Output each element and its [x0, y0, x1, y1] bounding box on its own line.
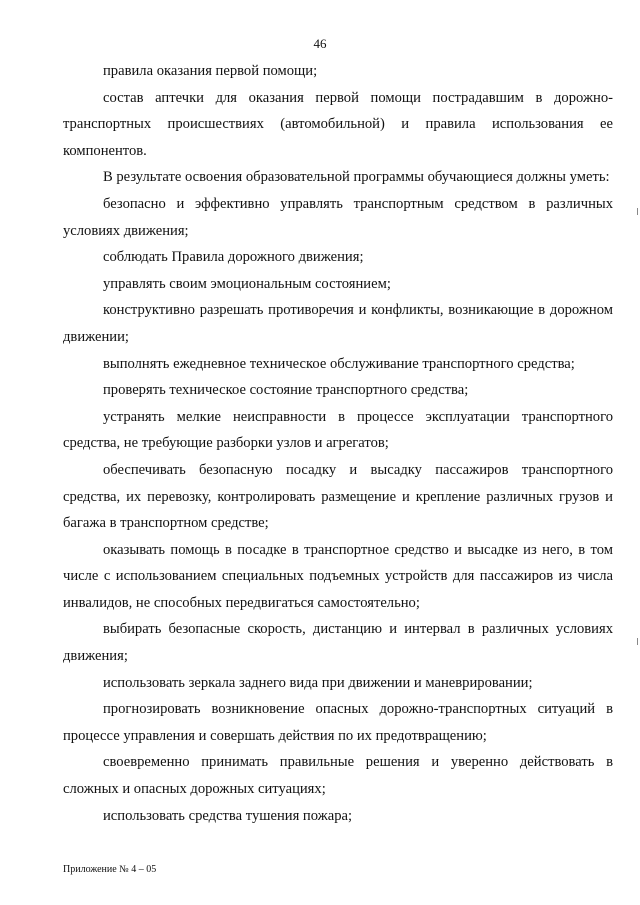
page-footer: Приложение № 4 – 05 [63, 864, 157, 875]
paragraph: безопасно и эффективно управлять транспортным средством в различных условиях движения; [63, 195, 613, 239]
paragraph: В результате освоения образовательной программы обучающиеся должны уметь: [103, 169, 610, 186]
document-body [63, 58, 613, 829]
paragraph: проверять техническое состояние транспортного средства; [103, 382, 469, 399]
paragraph: использовать средства тушения пожара; [103, 807, 353, 824]
paragraph: выбирать безопасные скорость, дистанцию и интервал в различных условиях движения; [63, 621, 613, 665]
page-number: 46 [313, 36, 327, 51]
paragraph: прогнозировать возникновение опасных дорожно-транспортных ситуаций в процессе управления и совершать действия по их предотвращению; [63, 701, 613, 744]
paragraph: соблюдать Правила дорожного движения; [103, 249, 364, 266]
paragraph: устранять мелкие неисправности в процессе эксплуатации транспортного средства, не требующие разборки узлов и агрегатов; [63, 408, 613, 452]
scan-edge-mark [637, 208, 638, 215]
paragraph: своевременно принимать правильные решения и уверенно действовать в сложных и опасных дорожных ситуациях; [63, 754, 613, 798]
paragraph: выполнять ежедневное техническое обслуживание транспортного средства; [103, 355, 575, 372]
paragraph: состав аптечки для оказания первой помощи пострадавшим в дорожно-транспортных происшествиях (автомобильной) и правила использования ее компонентов. [63, 89, 613, 159]
paragraph: использовать зеркала заднего вида при движении и маневрировании; [103, 674, 533, 691]
paragraph: правила оказания первой помощи; [103, 63, 318, 79]
paragraph: оказывать помощь в посадке в транспортное средство и высадке из него, в том числе с использованием специальных подъемных устройств для пассажиров из числа инвалидов, не способных передвигаться самостоятельно; [63, 541, 613, 611]
scan-edge-mark [637, 638, 638, 645]
paragraph: обеспечивать безопасную посадку и высадку пассажиров транспортного средства, их перевозку, контролировать размещение и крепление различных грузов и багажа в транспортном средстве; [63, 461, 613, 532]
paragraph: управлять своим эмоциональным состоянием; [103, 275, 391, 292]
paragraph: конструктивно разрешать противоречия и конфликты, возникающие в дорожном движении; [63, 302, 613, 345]
